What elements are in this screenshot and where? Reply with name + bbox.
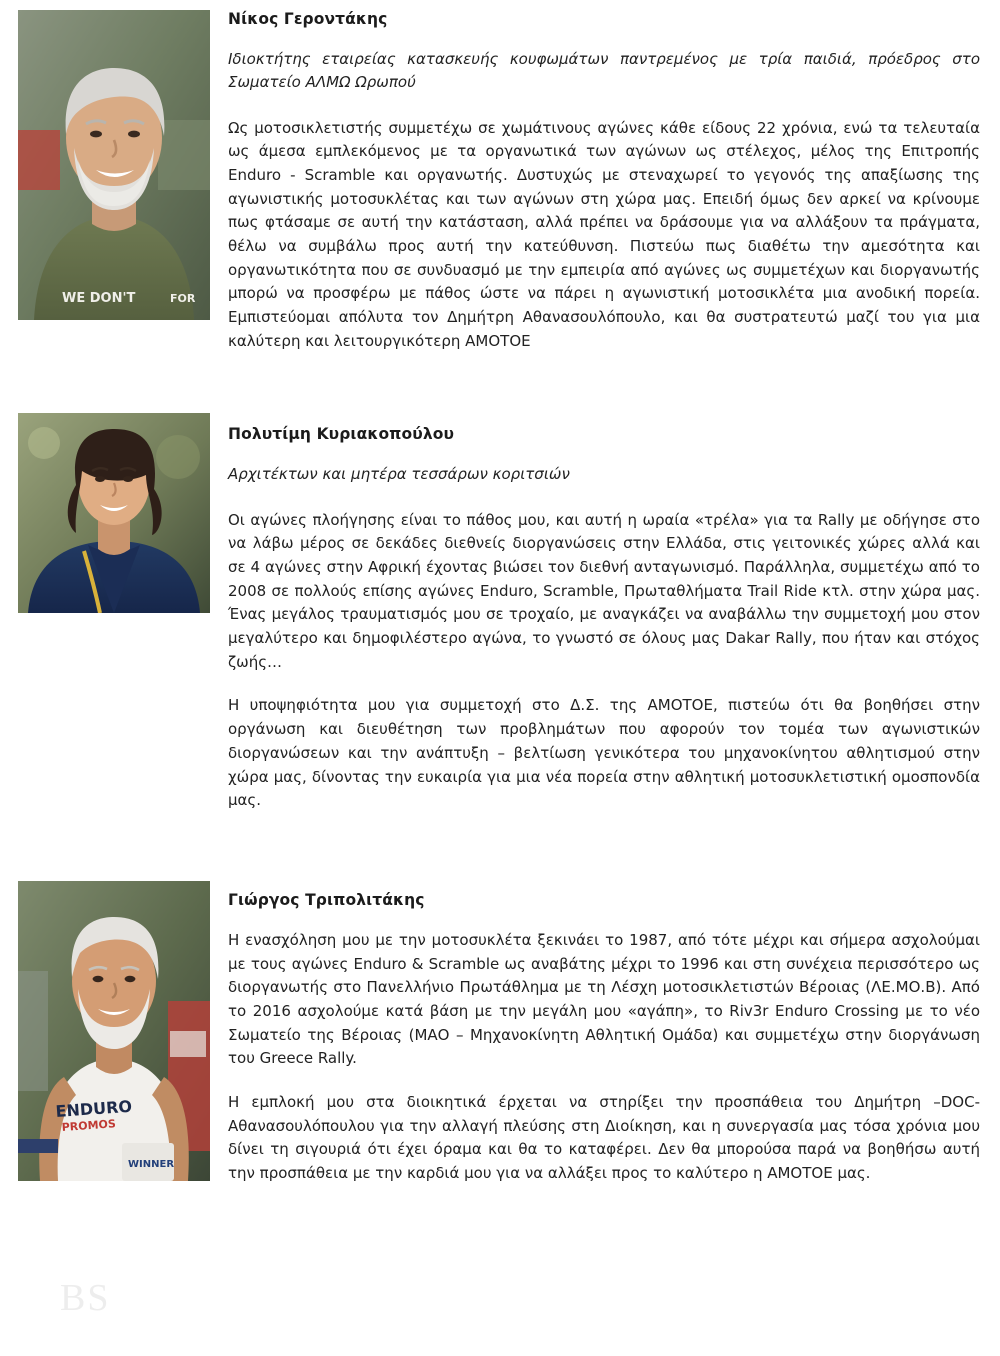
profile-role: Αρχιτέκτων και μητέρα τεσσάρων κοριτσιών: [228, 465, 570, 484]
profile-content: [228, 425, 980, 813]
portrait-photo-polytimi: [18, 413, 210, 613]
portrait-photo-giorgos: [18, 881, 210, 1181]
svg-text:FOR: FOR: [170, 292, 196, 305]
profile-name: Γιώργος Τριπολιτάκης: [228, 890, 425, 909]
portrait-image-1: [18, 10, 210, 320]
profile-paragraph: Η εμπλοκή μου στα διοικητικά έρχεται να στηρίξει την προσπάθεια του Δημήτρη –DOC- Αθανασουλόπουλου για την αλλαγή πλεύσης στη Διοίκηση, και η συνεργασία μας τόσα χρόνια μου δίνει τη σιγουριά ότι έχει όραμα και θα το καταφέρει. Δεν θα μπορούσα παρά να βοηθήσω αυτή την προσπάθεια με την καρδιά μου για να αλλάξει προς το καλύτερο η ΑΜΟΤΟΕ μας.: [228, 1093, 980, 1183]
portrait-image-3: [18, 881, 210, 1181]
profile-name: Πολυτίμη Κυριακοπούλου: [228, 425, 455, 444]
profile-name: Νίκος Γεροντάκης: [228, 10, 388, 28]
profile-paragraph: Οι αγώνες πλοήγησης είναι το πάθος μου, και αυτή η ωραία «τρέλα» για τα Rally με οδήγησε στο να λάβω μέρος σε δεκάδες διεθνείς διοργανώσεις στην Ελλάδα, στις γειτονικές χώρες αλλά και σε 4 αγώνες στην Αφρική έχοντας βιώσει τον διεθνή ανταγωνισμό. Παράλληλα, συμμετέχω από το 2008 σε πολλούς επίσης αγώνες Enduro, Scramble, Πρωταθλήματα Trail Ride κτλ. στην χώρα μας. Ένας μεγάλος τραυματισμός μου σε τροχαίο, με αναγκάζει να αναβάλλω την συμμετοχή μου στον μεγαλύτερο και δημοφιλέστερο αγώνα, το γνωστό σε όλους μας Dakar Rally, που ήταν και στόχος ζωής…: [228, 510, 980, 671]
svg-text:ENDURO: ENDURO: [54, 1096, 133, 1121]
profile-section: [0, 353, 1000, 813]
profile-paragraph: Η υποψηφιότητα μου για συμμετοχή στο Δ.Σ. της ΑΜΟΤΟΕ, πιστεύω ότι θα βοηθήσει στην οργάνωση και διευθέτηση των προβλημάτων που αφορούν τον τομέα των αγωνιστικών διοργανώσεων και την ανάπτυξη – βελτίωση γενικότερα του μηχανοκίνητου αθλητισμού στην χώρα μας, δίνοντας την ευκαιρία για μια νέα πορεία στην αθλητική μοτοσυκλετιστική ομοσπονδία μας.: [228, 696, 980, 810]
svg-text:WE DON'T: WE DON'T: [62, 291, 136, 306]
page-watermark: BS: [60, 1277, 111, 1319]
portrait-image-2: [18, 413, 210, 613]
profile-content: [228, 891, 980, 1186]
profile-role: Ιδιοκτήτης εταιρείας κατασκευής κουφωμάτων παντρεμένος με τρία παιδιά, πρόεδρος στο Σωματείο ΑΛΜΩ Ωρωπού: [228, 50, 980, 92]
profile-paragraph: Ως μοτοσικλετιστής συμμετέχω σε χωμάτινους αγώνες κάθε είδους 22 χρόνια, ενώ τα τελευταία ως άμεσα εμπλεκόμενος με τα οργανωτικά των αγώνων ως στέλεχος, μέλος της Επιτροπής Enduro - Scramble και οργανωτής. Δυστυχώς με στεναχωρεί το γεγονός της απαξίωσης της αγωνιστικής μοτοσυκλέτας και των αγώνων στη χώρα μας. Επειδή όμως δεν αρκεί να κρίνουμε πως φτάσαμε σε αυτή την κατάσταση, αλλά πρέπει να δράσουμε για να αλλάξουν τα πράγματα, θέλω να συμβάλω προς αυτή την κατεύθυνση. Πιστεύω πως διαθέτω την αμεσότητα και οργανωτικότητα που σε συνδυασμό με την εμπειρία από αγώνες ως συμμετέχων και διοργανωτής μπορώ να προσφέρω με πάθος ώστε να πάρει η αγωνιστική μοτοσικλέτα μια ανοδική πορεία. Εμπιστεύομαι απόλυτα τον Δημήτρη Αθανασουλόπουλο, και θα συστρατευτώ μαζί του για μια καλύτερη και λειτουργικότερη ΑΜΟΤΟΕ: [228, 118, 980, 350]
svg-text:PROMOS: PROMOS: [61, 1117, 117, 1134]
portrait-photo-nikos: [18, 10, 210, 320]
profile-content: [228, 10, 980, 353]
profile-section: [0, 0, 1000, 353]
profile-section: [0, 813, 1000, 1186]
svg-text:WINNER: WINNER: [128, 1158, 175, 1170]
profile-paragraph: Η ενασχόληση μου με την μοτοσυκλέτα ξεκινάει το 1987, από τότε μέχρι και σήμερα ασχολούμαι με τους αγώνες Enduro & Scramble ως αναβάτης μέχρι το 1996 και στη συνέχεια περισσότερο ως διοργανωτής στο Πανελλήνιο Πρωτάθλημα με τη Λέσχη μοτοσικλετιστών Βέροιας (ΛΕ.ΜΟ.Β). Από το 2016 ασχολούμε κατά βάση με την μεγάλη μου «αγάπη», το Riv3r Enduro Crossing με το νέο Σωματείο της Βέροιας (ΜΑΟ – Μηχανοκίνητη Αθλητική Ομάδα) και συμμετέχω στην διοργάνωση του Greece Rally.: [228, 930, 980, 1068]
